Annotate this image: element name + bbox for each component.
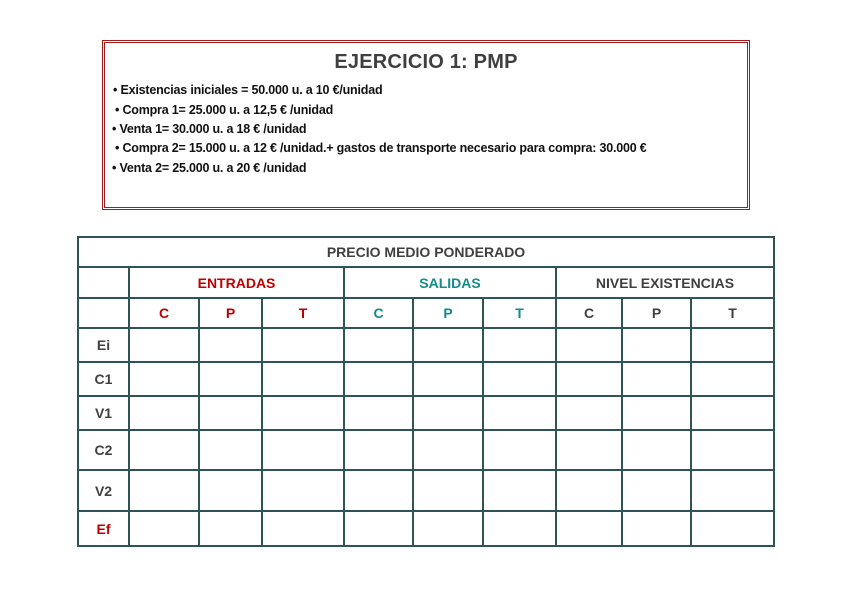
- table-cell[interactable]: [262, 511, 344, 546]
- table-cell[interactable]: [129, 511, 199, 546]
- table-cell[interactable]: [413, 470, 483, 511]
- subheader-p: P: [622, 298, 691, 328]
- table-cell[interactable]: [344, 511, 413, 546]
- table-cell[interactable]: [622, 511, 691, 546]
- table-cell[interactable]: [413, 430, 483, 470]
- statement-line: • Compra 1= 25.000 u. a 12,5 € /unidad: [115, 103, 334, 117]
- table-cell[interactable]: [483, 396, 556, 430]
- table-cell[interactable]: [622, 396, 691, 430]
- table-cell[interactable]: [483, 511, 556, 546]
- table-cell[interactable]: [622, 328, 691, 362]
- table-cell[interactable]: [129, 470, 199, 511]
- exercise-box: [102, 40, 750, 210]
- table-cell[interactable]: [262, 396, 344, 430]
- table-cell[interactable]: [199, 396, 262, 430]
- table-cell[interactable]: [413, 511, 483, 546]
- table-cell[interactable]: [344, 396, 413, 430]
- table-cell[interactable]: [556, 362, 622, 396]
- table-cell[interactable]: [129, 362, 199, 396]
- table-row: [78, 328, 774, 362]
- subheader-p: P: [413, 298, 483, 328]
- statement-line: • Venta 1= 30.000 u. a 18 € /unidad: [112, 122, 307, 136]
- subheader-t: T: [483, 298, 556, 328]
- table-cell[interactable]: [413, 328, 483, 362]
- table-cell[interactable]: [413, 362, 483, 396]
- exercise-title: EJERCICIO 1: PMP: [334, 51, 518, 73]
- table-cell[interactable]: [691, 511, 774, 546]
- table-cell[interactable]: [483, 328, 556, 362]
- group-salidas: SALIDAS: [344, 267, 556, 298]
- table-cell[interactable]: [344, 470, 413, 511]
- statement-line: • Existencias iniciales = 50.000 u. a 10 €/unidad: [113, 83, 383, 97]
- table-cell[interactable]: [129, 430, 199, 470]
- table-cell[interactable]: [556, 328, 622, 362]
- table-row: [78, 362, 774, 396]
- row-label: C1: [78, 362, 129, 396]
- group-nivel-existencias: NIVEL EXISTENCIAS: [556, 267, 774, 298]
- group-entradas: ENTRADAS: [129, 267, 344, 298]
- subheader-t: T: [262, 298, 344, 328]
- subheader-c: C: [556, 298, 622, 328]
- table-row: [78, 470, 774, 511]
- subheader-p: P: [199, 298, 262, 328]
- subheader-c: C: [129, 298, 199, 328]
- subheader-c: C: [344, 298, 413, 328]
- table-cell[interactable]: [199, 511, 262, 546]
- row-label: C2: [78, 430, 129, 470]
- table-cell[interactable]: [262, 328, 344, 362]
- table-cell[interactable]: [344, 362, 413, 396]
- table-cell[interactable]: [129, 328, 199, 362]
- table-cell[interactable]: [129, 396, 199, 430]
- table-cell[interactable]: [262, 470, 344, 511]
- table-cell[interactable]: [691, 328, 774, 362]
- table-cell[interactable]: [344, 430, 413, 470]
- table-cell[interactable]: [483, 362, 556, 396]
- table-cell[interactable]: [262, 362, 344, 396]
- table-cell[interactable]: [691, 430, 774, 470]
- row-label: Ef: [78, 511, 129, 546]
- table-cell[interactable]: [262, 430, 344, 470]
- table-title: PRECIO MEDIO PONDERADO: [78, 237, 774, 267]
- row-label: V1: [78, 396, 129, 430]
- table-cell[interactable]: [556, 470, 622, 511]
- table-cell[interactable]: [199, 362, 262, 396]
- table-cell[interactable]: [622, 362, 691, 396]
- table-cell[interactable]: [199, 470, 262, 511]
- table-cell[interactable]: [413, 396, 483, 430]
- statement-line: • Venta 2= 25.000 u. a 20 € /unidad: [112, 161, 307, 175]
- pmp-table: [77, 236, 775, 547]
- table-row: [78, 430, 774, 470]
- statement-line: • Compra 2= 15.000 u. a 12 € /unidad.+ gastos de transporte necesario para compra: 30.000 €: [115, 141, 647, 155]
- row-label: V2: [78, 470, 129, 511]
- table-cell[interactable]: [691, 470, 774, 511]
- table-cell[interactable]: [556, 396, 622, 430]
- table-cell[interactable]: [556, 430, 622, 470]
- table-row: [78, 396, 774, 430]
- table-cell[interactable]: [199, 430, 262, 470]
- table-cell[interactable]: [483, 470, 556, 511]
- empty-cell: [78, 298, 129, 328]
- table-cell[interactable]: [691, 396, 774, 430]
- table-cell[interactable]: [556, 511, 622, 546]
- table-cell[interactable]: [622, 430, 691, 470]
- row-label: Ei: [78, 328, 129, 362]
- table-cell[interactable]: [622, 470, 691, 511]
- table-cell[interactable]: [199, 328, 262, 362]
- table-cell[interactable]: [483, 430, 556, 470]
- table-row: [78, 511, 774, 546]
- subheader-t: T: [691, 298, 774, 328]
- table-cell[interactable]: [344, 328, 413, 362]
- table-cell[interactable]: [691, 362, 774, 396]
- empty-cell: [78, 267, 129, 298]
